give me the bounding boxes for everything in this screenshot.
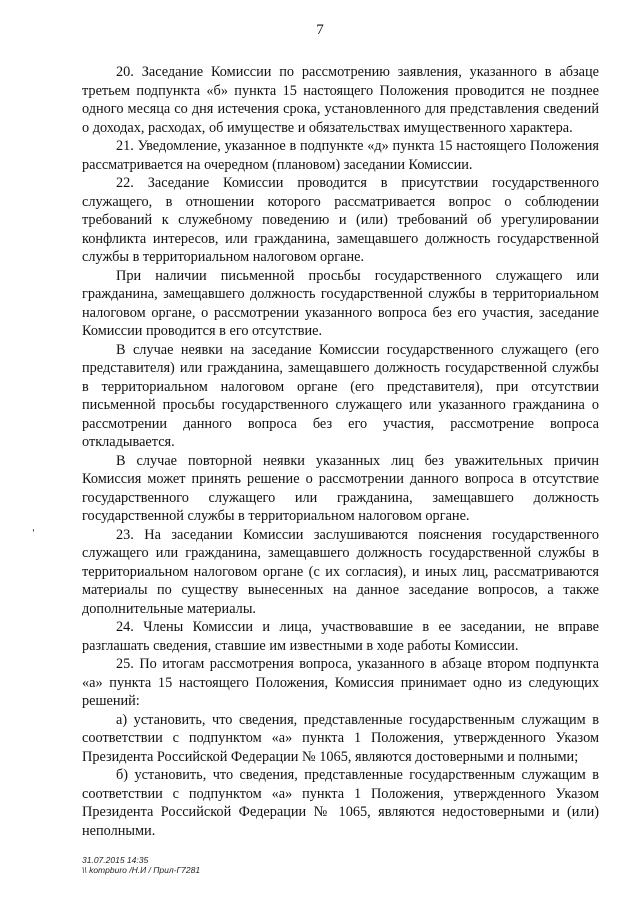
- page-number: 7: [316, 22, 324, 38]
- paragraph-22: 22. Заседание Комиссии проводится в присутствии государственного служащего, в отношении которого рассматривается вопрос о соблюдении требований к служебному поведению и (или) требований об урегулировании конфликта интересов, или гражданина, замещавшего должность государственной службы в территориальном налоговом органе.: [82, 175, 599, 265]
- footer-timestamp: 31.07.2015 14:35: [82, 855, 149, 865]
- paragraph-25-b: б) установить, что сведения, представленные государственным служащим в соответствии с подпунктом «а» пункта 1 Положения, утвержденного Указом Президента Российской Федерации № 1065, являются недостоверными и (или) неполными.: [82, 767, 599, 839]
- paragraph-25-a: а) установить, что сведения, представленные государственным служащим в соответствии с подпунктом «а» пункта 1 Положения, утвержденного Указом Президента Российской Федерации № 1065, являются достоверными и полными;: [82, 711, 599, 765]
- paragraph-25: 25. По итогам рассмотрения вопроса, указанного в абзаце втором подпункта «а» пункта 15 настоящего Положения, Комиссия принимает одно из следующих решений:: [82, 656, 599, 709]
- footer-file-path: \\ kompburo /Н.И / Прил-Г7281: [82, 865, 201, 875]
- paragraph-24: 24. Члены Комиссии и лица, участвовавшие в ее заседании, не вправе разглашать сведения, ставшие им известными в ходе работы Комиссии.: [82, 619, 599, 654]
- paragraph-22-repeat-absence: В случае повторной неявки указанных лиц без уважительных причин Комиссия может принять решение о рассмотрении данного вопроса в отсутствие государственного служащего или гражданина, замещавшего должность государственной службы в территориальном налоговом органе.: [82, 452, 599, 524]
- paragraph-20: 20. Заседание Комиссии по рассмотрению заявления, указанного в абзаце третьем подпункта «б» пункта 15 настоящего Положения проводится не позднее одного месяца со дня истечения срока, установленного для представления сведений о доходах, расходах, об имуществе и обязательствах имущественного характера.: [82, 64, 599, 136]
- paragraph-22-absence: В случае неявки на заседание Комиссии государственного служащего (его представителя) или гражданина, замещавшего должность государственной службы в территориальном налоговом органе (его представителя), при отсутствии письменной просьбы государственного служащего или указанного гражданина о рассмотрении данного вопроса без его участия, рассмотрение вопроса откладывается.: [82, 341, 599, 450]
- page-footer: [82, 855, 200, 875]
- paragraph-21: 21. Уведомление, указанное в подпункте «д» пункта 15 настоящего Положения рассматривается на очередном (плановом) заседании Комиссии.: [82, 138, 599, 173]
- document-body: [82, 63, 599, 840]
- paragraph-22-request: При наличии письменной просьбы государственного служащего или гражданина, замещавшего должность государственной службы в территориальном налоговом органе, о рассмотрении указанного вопроса без его участия, заседание Комиссии проводится в его отсутствие.: [82, 267, 599, 339]
- paragraph-23: 23. На заседании Комиссии заслушиваются пояснения государственного служащего или гражданина, замещавшего должность государственной службы в территориальном налоговом органе (с их согласия), и иных лиц, рассматриваются материалы по существу вынесенных на данное заседание вопросов, а также дополнительные материалы.: [82, 526, 599, 617]
- margin-mark: ': [32, 528, 35, 539]
